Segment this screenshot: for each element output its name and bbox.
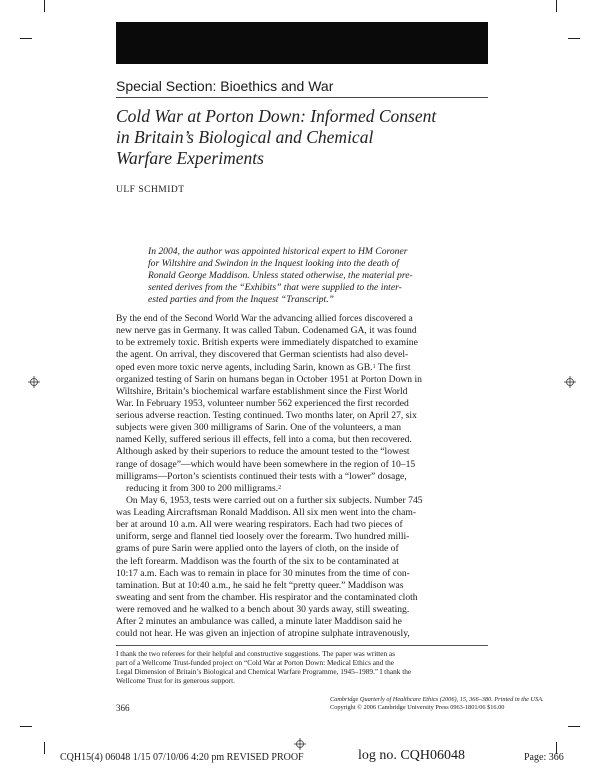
title-line: Warfare Experiments bbox=[116, 148, 264, 168]
body-line: organized testing of Sarin on humans began in October 1951 at Porton Down in bbox=[116, 373, 422, 385]
section-rule bbox=[116, 97, 488, 98]
title-line: in Britain’s Biological and Chemical bbox=[116, 127, 374, 147]
footnote-ref[interactable]: 1 bbox=[372, 363, 376, 370]
page-number: 366 bbox=[116, 703, 130, 713]
footnote-ref[interactable]: 2 bbox=[278, 484, 282, 491]
body-line: 10:17 a.m. Each was to remain in place for 30 minutes from the time of con- bbox=[116, 567, 410, 579]
footnote-line: part of a Wellcome Trust-funded project on “Cold War at Porton Down: Medical Ethics and the bbox=[116, 658, 395, 667]
body-line: grams of pure Sarin were applied onto the layers of cloth, on the inside of bbox=[116, 543, 399, 555]
abstract-line: Ronald George Maddison. Unless stated otherwise, the material pre- bbox=[148, 270, 413, 282]
journal-line: Copyright © 2006 Cambridge University Press 0963-1801/06 $16.00 bbox=[330, 704, 505, 711]
body-line: By the end of the Second World War the advancing allied forces discovered a bbox=[116, 313, 413, 324]
title-line: Cold War at Porton Down: Informed Consent bbox=[116, 106, 437, 126]
body-line: was Leading Aircraftsman Ronald Maddison. All six men went into the cham- bbox=[116, 507, 417, 518]
abstract-line: sented derives from the “Exhibits” that were supplied to the inter- bbox=[148, 282, 402, 294]
body-line: uniform, serge and flannel tied loosely over the forearm. Two hundred milli- bbox=[116, 531, 410, 543]
crop-mark bbox=[20, 726, 32, 727]
abstract-line: for Wiltshire and Swindon in the Inquest looking into the death of bbox=[148, 258, 399, 270]
crop-mark bbox=[44, 0, 45, 12]
journal-citation bbox=[330, 696, 544, 712]
body-line: the agent. On arrival, they discovered that German scientists had also devel- bbox=[116, 349, 409, 361]
footnote-rule bbox=[116, 645, 488, 646]
body-line-text: reducing it from 300 to 200 milligrams. bbox=[126, 482, 279, 494]
body-line: After 2 minutes an ambulance was called, a minute later Maddison said he bbox=[116, 616, 402, 628]
proof-slug: CQH15(4) 06048 1/15 07/10/06 4:20 pm REVISED PROOF bbox=[60, 752, 304, 763]
abstract-line: ested parties and from the Inquest “Transcript.” bbox=[148, 294, 334, 306]
registration-mark-icon bbox=[28, 376, 40, 388]
slug-page-number: Page: 366 bbox=[524, 752, 564, 763]
crop-mark bbox=[556, 0, 557, 12]
body-line-text: oped even more toxic nerve agents, including Sarin, known as GB. bbox=[116, 361, 373, 373]
registration-mark-icon bbox=[564, 376, 576, 388]
body-line: named Kelly, suffered serious ill effects, fell into a coma, but then recovered. bbox=[116, 434, 412, 446]
body-line: the left forearm. Maddison was the fourth of the six to be contaminated at bbox=[116, 555, 399, 567]
journal-line: Cambridge Quarterly of Healthcare Ethics (2006), 15, 366–380. Printed in the USA. bbox=[330, 696, 544, 703]
body-line: were removed and he walked to a bench about 30 yards away, still sweating. bbox=[116, 604, 410, 615]
body-line: milligrams—Porton’s scientists continued their tests with a “lower” dosage, bbox=[116, 470, 407, 482]
body-line: ber at around 10 a.m. All were wearing respirators. Each had two pieces of bbox=[116, 519, 403, 531]
footnote-line: I thank the two referees for their helpful and constructive suggestions. The paper was written as bbox=[116, 649, 396, 658]
abstract-line: In 2004, the author was appointed historical expert to HM Coroner bbox=[148, 246, 408, 257]
body-line: to be extremely toxic. British experts were immediately dispatched to examine bbox=[116, 337, 418, 349]
crop-mark bbox=[568, 726, 580, 727]
log-number: log no. CQH06048 bbox=[358, 748, 465, 763]
registration-mark-icon bbox=[294, 738, 306, 750]
body-line: On May 6, 1953, tests were carried out on a further six subjects. Number 745 bbox=[126, 494, 423, 506]
body-line: Wiltshire, Britain’s biochemical warfare establishment since the First World bbox=[116, 385, 408, 397]
body-text bbox=[116, 313, 488, 640]
body-line: sweating and sent from the chamber. His respirator and the contaminated cloth bbox=[116, 591, 418, 603]
body-line: Although asked by their superiors to reduce the amount tested to the “lowest bbox=[116, 446, 410, 458]
section-heading: Special Section: Bioethics and War bbox=[116, 78, 334, 94]
body-line-tail: The first bbox=[375, 361, 411, 373]
body-line bbox=[116, 362, 488, 374]
footnote-line: Wellcome Trust for its generous support. bbox=[116, 676, 235, 685]
crop-mark bbox=[20, 38, 32, 39]
crop-mark bbox=[568, 38, 580, 39]
body-line: range of dosage”—which would have been somewhere in the region of 10–15 bbox=[116, 458, 416, 470]
footnote bbox=[116, 649, 488, 685]
author: ULF SCHMIDT bbox=[116, 185, 185, 195]
body-line: War. In February 1953, volunteer number 562 experienced the first recorded bbox=[116, 397, 409, 409]
abstract bbox=[148, 246, 454, 306]
crop-mark bbox=[44, 742, 45, 754]
body-line bbox=[116, 483, 488, 495]
body-line: new nerve gas in Germany. It was called Tabun. Codenamed GA, it was found bbox=[116, 325, 417, 337]
body-line: subjects were given 300 milligrams of Sarin. One of the volunteers, a man bbox=[116, 422, 402, 434]
footnote-line: Legal Dimension of Britain’s Biological and Chemical Warfare Programme, 1945–1989.” I thank the bbox=[116, 667, 412, 676]
body-line: could not hear. He was given an injection of atropine sulphate intravenously, bbox=[116, 628, 410, 640]
body-line: tamination. But at 10:40 a.m., he said he felt “pretty queer.” Maddison was bbox=[116, 579, 404, 591]
article-title bbox=[116, 106, 488, 169]
body-line: serious adverse reaction. Testing continued. Two months later, on April 27, six bbox=[116, 410, 417, 421]
header-bar bbox=[116, 22, 488, 64]
